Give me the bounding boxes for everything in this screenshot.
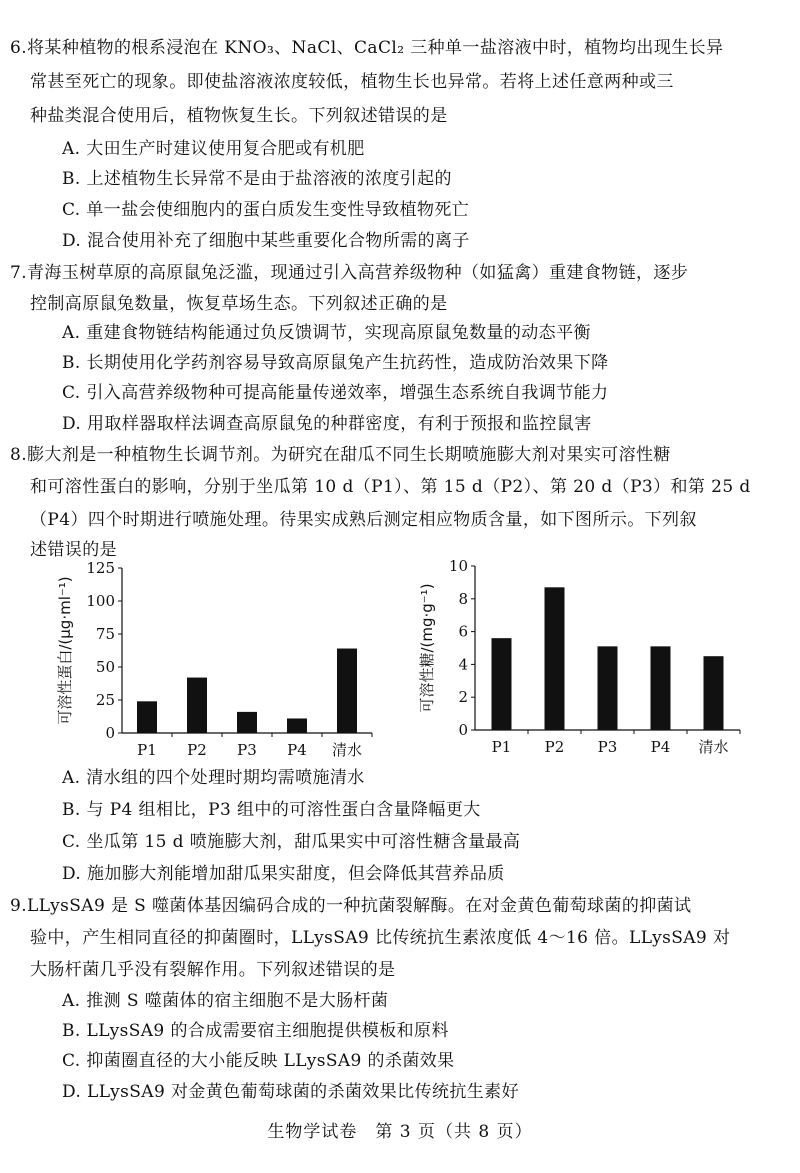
question-stem-line: 控制高原鼠兔数量，恢复草场生态。下列叙述正确的是: [30, 294, 448, 314]
x-tick-label: P3: [237, 741, 257, 759]
bar-P4: [287, 718, 307, 733]
page-footer: 生物学试卷 第 3 页（共 8 页）: [267, 1122, 533, 1142]
y-tick-label: 4: [458, 655, 468, 674]
bar-P3: [237, 712, 257, 733]
question-number: 9.LLysSA9 是 S 噬菌体基因编码合成的一种抗菌裂解酶。在对金黄色葡萄球菌的抑菌试: [10, 896, 692, 916]
y-tick-label: 10: [448, 557, 468, 575]
chart-soluble-sugar: [418, 557, 760, 770]
option-a: A. 大田生产时建议使用复合肥或有机肥: [62, 139, 365, 159]
x-tick-label: P2: [544, 738, 565, 756]
option-d: D. 混合使用补充了细胞中某些重要化合物所需的离子: [62, 231, 470, 251]
question-stem-line: 述错误的是: [30, 540, 117, 560]
question-number: 7.青海玉树草原的高原鼠兔泛滥，现通过引入高营养级物种（如猛禽）重建食物链，逐步: [10, 263, 689, 283]
y-tick-label: 0: [458, 721, 468, 739]
x-tick-label: P4: [650, 738, 671, 756]
option-a: A. 清水组的四个处理时期均需喷施清水: [62, 768, 365, 788]
option-b: B. 长期使用化学药剂容易导致高原鼠兔产生抗药性，造成防治效果下降: [62, 353, 609, 373]
option-b: B. LLysSA9 的合成需要宿主细胞提供模板和原料: [62, 1021, 449, 1041]
x-tick-label: 清水: [698, 738, 729, 756]
bar-P1: [492, 638, 512, 730]
question-number: 8.膨大剂是一种植物生长调节剂。为研究在甜瓜不同生长期喷施膨大剂对果实可溶性糖: [10, 445, 671, 465]
option-d: D. LLysSA9 对金黄色葡萄球菌的杀菌效果比传统抗生素好: [62, 1082, 519, 1102]
x-tick-label: P3: [597, 738, 618, 756]
y-tick-label: 75: [95, 625, 115, 643]
option-d: D. 用取样器取样法调查高原鼠兔的种群密度，有利于预报和监控鼠害: [62, 414, 592, 434]
x-tick-label: P1: [137, 741, 157, 759]
chart-soluble-protein-svg: [56, 559, 390, 770]
question-number: 6.将某种植物的根系浸泡在 KNO₃、NaCl、CaCl₂ 三种单一盐溶液中时，植物均出现生长异: [10, 38, 724, 58]
y-tick-label: 6: [458, 622, 468, 641]
x-tick-label: P1: [491, 738, 512, 756]
question-stem-line: 种盐类混合使用后，植物恢复生长。下列叙述错误的是: [30, 106, 448, 126]
x-tick-label: 清水: [331, 741, 363, 759]
x-tick-label: P4: [287, 741, 307, 759]
chart-soluble-sugar-svg: [418, 557, 760, 770]
bar-清水: [704, 656, 724, 730]
bar-P3: [598, 646, 618, 730]
y-tick-label: 125: [86, 559, 115, 577]
y-tick-label: 0: [105, 724, 115, 742]
y-axis-label: 可溶性蛋白/(μg·ml⁻¹): [56, 576, 74, 725]
bar-P4: [651, 646, 671, 730]
question-stem-line: 验中，产生相同直径的抑菌圈时，LLysSA9 比传统抗生素浓度低 4～16 倍。LLysSA9 对: [30, 928, 731, 948]
option-c: C. 坐瓜第 15 d 喷施膨大剂，甜瓜果实中可溶性糖含量最高: [62, 832, 521, 852]
question-stem-line: （P4）四个时期进行喷施处理。待果实成熟后测定相应物质含量，如下图所示。下列叙: [30, 510, 697, 530]
question-stem-line: 大肠杆菌几乎没有裂解作用。下列叙述错误的是: [30, 960, 396, 980]
option-c: C. 抑菌圈直径的大小能反映 LLysSA9 的杀菌效果: [62, 1051, 455, 1071]
chart-soluble-protein: [56, 559, 390, 770]
y-axis-label: 可溶性糖/(mg·g⁻¹): [418, 583, 436, 713]
option-b: B. 上述植物生长异常不是由于盐溶液的浓度引起的: [62, 169, 452, 189]
bar-清水: [337, 649, 357, 733]
y-tick-label: 2: [458, 688, 468, 707]
option-c: C. 单一盐会使细胞内的蛋白质发生变性导致植物死亡: [62, 200, 470, 220]
option-a: A. 重建食物链结构能通过负反馈调节，实现高原鼠兔数量的动态平衡: [62, 323, 591, 343]
y-tick-label: 25: [95, 691, 115, 709]
bar-P2: [545, 587, 565, 730]
y-tick-label: 50: [95, 658, 115, 676]
bar-P1: [137, 701, 157, 733]
option-a: A. 推测 S 噬菌体的宿主细胞不是大肠杆菌: [62, 991, 389, 1011]
question-stem-line: 和可溶性蛋白的影响，分别于坐瓜第 10 d（P1）、第 15 d（P2）、第 20 d（P3）和第 25 d: [30, 477, 751, 497]
bar-P2: [187, 678, 207, 733]
question-stem-line: 常甚至死亡的现象。即使盐溶液浓度较低，植物生长也异常。若将上述任意两种或三: [30, 72, 674, 92]
y-tick-label: 100: [86, 592, 115, 610]
y-tick-label: 8: [458, 589, 468, 608]
option-c: C. 引入高营养级物种可提高能量传递效率，增强生态系统自我调节能力: [62, 383, 609, 403]
x-tick-label: P2: [187, 741, 207, 759]
option-d: D. 施加膨大剂能增加甜瓜果实甜度，但会降低其营养品质: [62, 864, 505, 884]
option-b: B. 与 P4 组相比，P3 组中的可溶性蛋白含量降幅更大: [62, 800, 481, 820]
